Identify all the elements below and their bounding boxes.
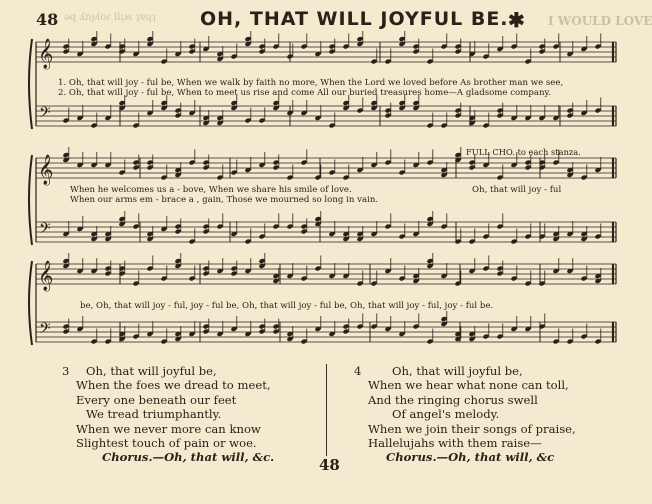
page-number-top: 48	[36, 10, 59, 29]
verse-line: When we never more can know	[76, 421, 261, 436]
bleed-through-text-right: I WOULD LOVE	[548, 14, 652, 28]
bass-clef-icon: 𝄢	[39, 320, 51, 341]
lyrics-system3: be, Oh, that will joy - ful, joy - ful be, Oh, that will joy - ful be, Oh, that will joy - ful, joy - ful be.	[80, 301, 494, 311]
verse-line: And the ringing chorus swell	[368, 392, 538, 407]
verse-chorus: Chorus.—Oh, that will, &c	[386, 450, 555, 465]
verse-number: 3	[62, 364, 70, 378]
treble-clef-icon: 𝄞	[38, 39, 54, 69]
full-chorus-marking: FULL CHO. to each stanza.	[466, 147, 581, 157]
verse-line: Of angel's melody.	[392, 407, 500, 422]
verse-chorus: Chorus.—Oh, that will, &c.	[102, 450, 275, 465]
verse-line: We tread triumphantly.	[86, 407, 222, 422]
system-brace	[29, 39, 32, 129]
verse-line: Slightest touch of pain or woe.	[76, 436, 257, 451]
verse-4	[354, 364, 624, 465]
bleed-through-text-left: ǝq ʎnɟʎoɾ llᴉʍ ʇɐɥʇ	[64, 12, 156, 23]
lyrics-system2-line2: When our arms em - brace a , gain, Those we mourned so long in vain.	[70, 195, 379, 205]
asterisk-ornament-icon: ✱	[508, 8, 525, 32]
verse-line: Oh, that will joyful be,	[392, 364, 523, 378]
lyrics-system2-line1: When he welcomes us a - bove, When we share his smile of love.	[70, 185, 352, 195]
verse-line: Hallelujahs with them raise—	[368, 436, 542, 451]
hymn-title: OH, THAT WILL JOYFUL BE.	[200, 8, 509, 30]
treble-clef-icon: 𝄞	[38, 261, 54, 291]
verse-number: 4	[354, 364, 362, 378]
page-number-bottom: 48	[319, 456, 340, 474]
bass-clef-icon: 𝄢	[39, 220, 51, 241]
lyrics-chorus-start: Oh, that will joy - ful	[472, 185, 562, 195]
bass-clef-icon: 𝄢	[39, 104, 51, 125]
verse-3	[62, 364, 312, 465]
lyrics-verse-2: 2. Oh, that will joy - ful be, When to meet us rise and come All our buried treasures home—A gladsome company.	[58, 88, 551, 98]
verse-line: When we hear what none can toll,	[368, 378, 569, 393]
system-brace	[29, 155, 32, 245]
verse-line: Every one beneath our feet	[76, 392, 237, 407]
system-brace	[29, 261, 32, 345]
column-divider	[326, 364, 327, 456]
verse-line: When we join their songs of praise,	[368, 421, 576, 436]
verse-line: When the foes we dread to meet,	[76, 378, 271, 393]
lyrics-verse-1: 1. Oh, that will joy - ful be, When we walk by faith no more, When the Lord we loved before As brother man we see,	[58, 78, 564, 88]
treble-clef-icon: 𝄞	[38, 155, 54, 185]
verse-line: Oh, that will joyful be,	[86, 364, 217, 378]
